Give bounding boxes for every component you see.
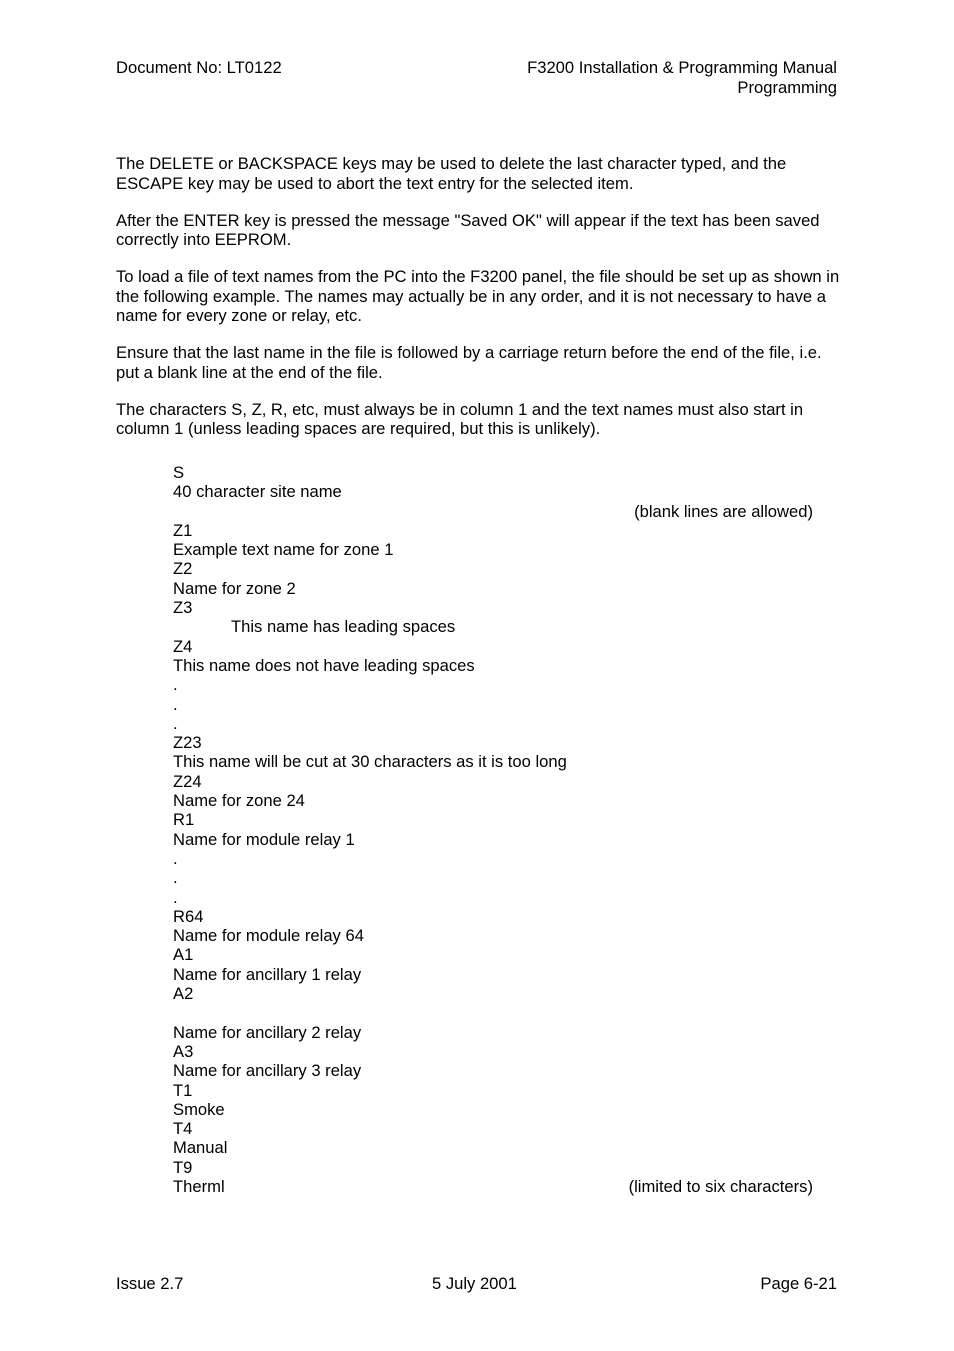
- listing-line: .: [173, 868, 178, 888]
- listing-line: Z1: [173, 520, 193, 540]
- paragraph: To load a file of text names from the PC into the F3200 panel, the file should be set up as shown in the following example. The names may actually be in any order, and it is not necessary to have a name for every zone or relay, etc.: [116, 267, 840, 325]
- listing-line: Z23: [173, 733, 202, 753]
- listing-line: A1: [173, 945, 194, 965]
- body-text: [116, 154, 842, 456]
- listing-line: Name for ancillary 1 relay: [173, 964, 362, 984]
- section-title: Programming: [737, 78, 837, 97]
- paragraph: After the ENTER key is pressed the message "Saved OK" will appear if the text has been saved correctly into EEPROM.: [116, 210, 820, 249]
- listing-line-blank: [173, 502, 813, 521]
- listing-line: .: [173, 848, 178, 868]
- listing-line: R1: [173, 810, 195, 830]
- listing-line: Name for ancillary 3 relay: [173, 1061, 362, 1081]
- listing-line: S: [173, 463, 185, 482]
- document-number: Document No: LT0122: [116, 58, 282, 77]
- listing-line: Name for module relay 64: [173, 926, 364, 946]
- listing-line: 40 character site name: [173, 482, 342, 502]
- listing-line: Z3: [173, 598, 193, 618]
- listing-line: A2: [173, 984, 194, 1004]
- listing-line: A3: [173, 1041, 194, 1061]
- listing-line: T4: [173, 1119, 193, 1139]
- paragraph: The characters S, Z, R, etc, must always be in column 1 and the text names must also start in column 1 (unless leading spaces are required, but this is unlikely).: [116, 399, 804, 438]
- six-characters-note: (limited to six characters): [628, 1176, 813, 1196]
- example-file-listing: [173, 463, 813, 1196]
- listing-line-indented: This name has leading spaces: [231, 617, 456, 637]
- paragraph: Ensure that the last name in the file is followed by a carriage return before the end of the file, i.e. put a blank line at the end of the file.: [116, 343, 822, 382]
- listing-line: T1: [173, 1080, 193, 1100]
- listing-line: .: [173, 694, 178, 714]
- page-header: [527, 58, 837, 98]
- listing-line: Name for ancillary 2 relay: [173, 1022, 362, 1042]
- issue-number: Issue 2.7: [116, 1274, 184, 1293]
- listing-line: .: [173, 887, 178, 907]
- listing-line: Example text name for zone 1: [173, 540, 394, 560]
- page-number: Page 6-21: [760, 1274, 837, 1293]
- listing-line: Z2: [173, 559, 193, 579]
- listing-line: Smoke: [173, 1099, 225, 1119]
- listing-line: Z4: [173, 636, 193, 656]
- listing-line: Name for zone 2: [173, 578, 296, 598]
- listing-line: This name does not have leading spaces: [173, 655, 475, 675]
- listing-line: Z24: [173, 771, 202, 791]
- listing-line: [173, 1003, 813, 1022]
- listing-line: R64: [173, 906, 204, 926]
- listing-line-last: [173, 1177, 813, 1196]
- manual-title: F3200 Installation & Programming Manual: [527, 58, 837, 77]
- listing-line: Manual: [173, 1138, 228, 1158]
- listing-line: .: [173, 713, 178, 733]
- listing-line: T9: [173, 1157, 193, 1177]
- listing-line: Therml: [173, 1176, 225, 1196]
- blank-lines-note: (blank lines are allowed): [634, 501, 813, 521]
- listing-line: .: [173, 675, 178, 695]
- listing-line: This name will be cut at 30 characters as it is too long: [173, 752, 567, 772]
- listing-line: Name for zone 24: [173, 791, 305, 811]
- issue-date: 5 July 2001: [432, 1274, 517, 1293]
- paragraph: The DELETE or BACKSPACE keys may be used to delete the last character typed, and the ESCAPE key may be used to abort the text entry for the selected item.: [116, 154, 787, 193]
- listing-line: Name for module relay 1: [173, 829, 355, 849]
